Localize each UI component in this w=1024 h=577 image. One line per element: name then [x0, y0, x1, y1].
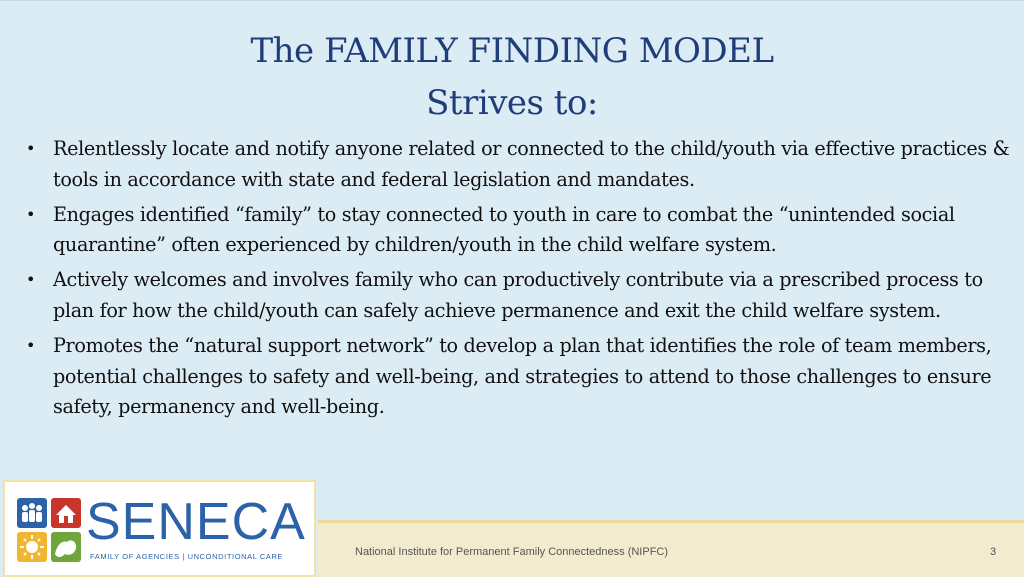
- bullet-marker: •: [26, 335, 36, 355]
- logo-wordmark: SENECA: [86, 493, 306, 551]
- bullet-item: [22, 200, 1017, 262]
- bullet-text: Actively welcomes and involves family who can productively contribute via a prescribed process to plan for how the child/youth can safely achieve permanence and exit the child welfare system.: [53, 268, 983, 322]
- page-number: 3: [990, 546, 997, 558]
- logo-tagline: FAMILY OF AGENCIES | UNCONDITIONAL CARE: [90, 552, 284, 561]
- bullet-text: Promotes the “natural support network” to develop a plan that identifies the role of team members, potential challenges to safety and well-being, and strategies to attend to those challenges to ensure safety, permanency and well-being.: [53, 333, 992, 419]
- slide-title: [0, 25, 1024, 129]
- bullet-item: [22, 331, 1017, 423]
- title-line-2: Strives to:: [426, 83, 598, 123]
- bullet-marker: •: [26, 139, 36, 158]
- bullet-text: Engages identified “family” to stay connected to youth in care to combat the “unintended social quarantine” often experienced by children/youth in the child welfare system.: [53, 202, 955, 257]
- bullet-text: Relentlessly locate and notify anyone related or connected to the child/youth via effective practices & tools in accordance with state and federal legislation and mandates.: [53, 137, 1010, 191]
- bullet-item: [22, 134, 1017, 196]
- footer-text: National Institute for Permanent Family Connectedness (NIPFC): [355, 546, 669, 558]
- bullet-marker: •: [26, 270, 36, 290]
- bullet-item: [22, 265, 1017, 327]
- bullet-list: [22, 134, 1017, 427]
- title-line-1: The FAMILY FINDING MODEL: [250, 31, 774, 71]
- bullet-marker: •: [26, 204, 36, 224]
- seneca-logo-mark-icon: [17, 498, 81, 562]
